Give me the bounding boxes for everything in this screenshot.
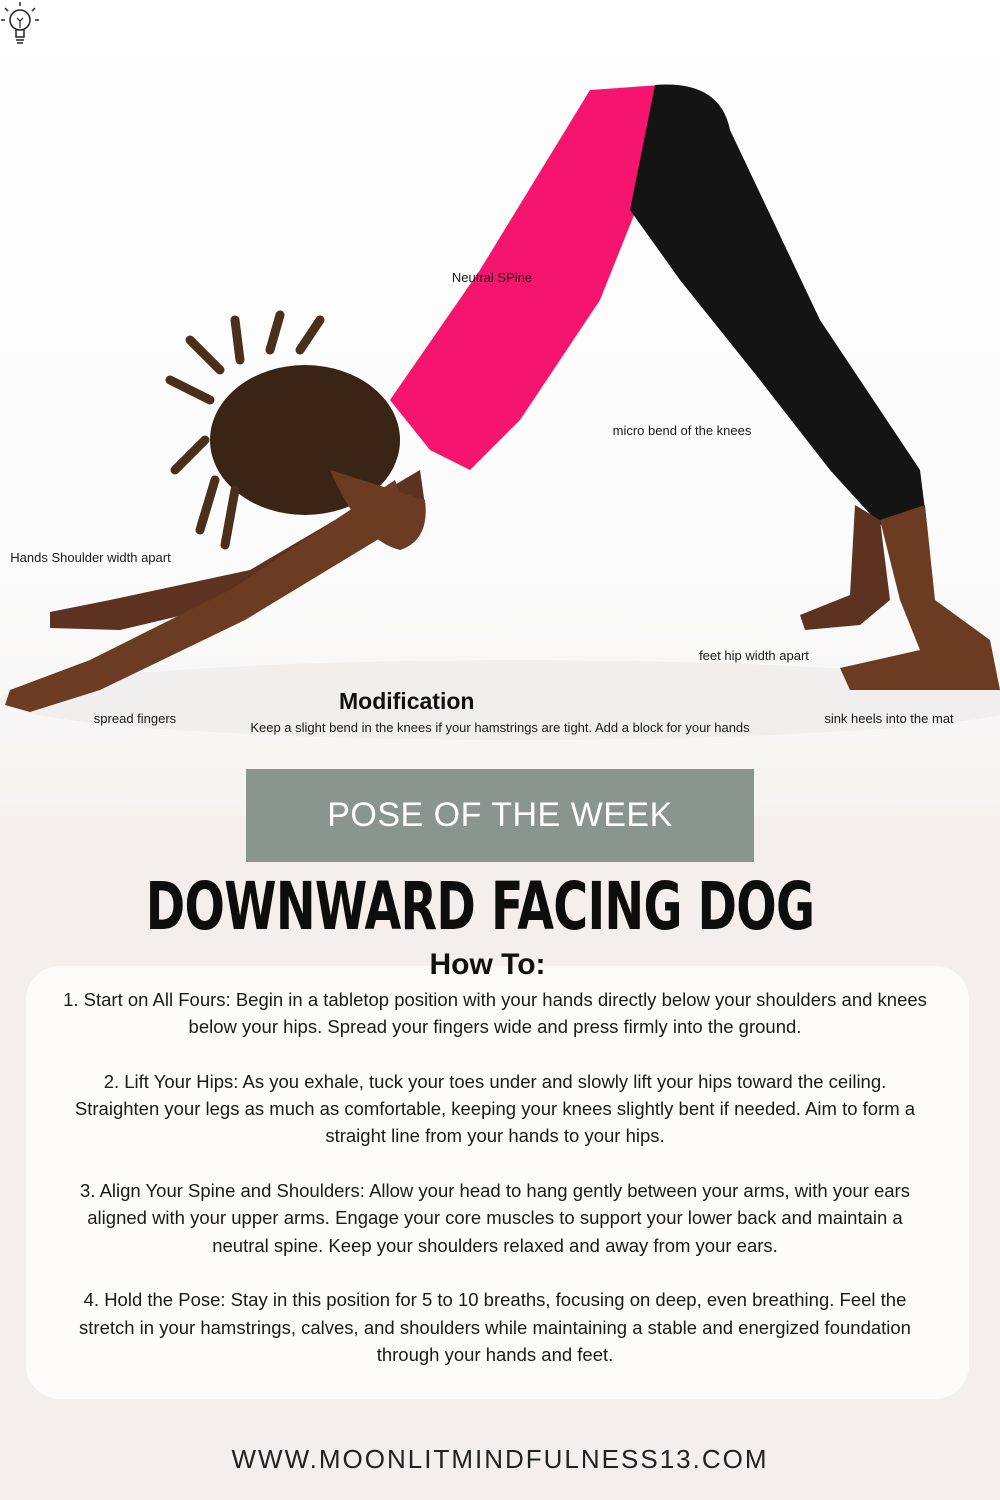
- annotation-micro-bend: micro bend of the knees: [612, 423, 752, 438]
- how-to-heading: How To:: [429, 948, 546, 981]
- pose-title: DOWNWARD FACING DOG: [145, 868, 815, 945]
- annotation-spread-fingers: spread fingers: [93, 711, 177, 726]
- annotation-neutral-spine: Neutral SPine: [451, 270, 533, 285]
- step-4: 4. Hold the Pose: Stay in this position for 5 to 10 breaths, focusing on deep, even breathing. Feel the stretch in your hamstrings, calves, and shoulders while maintaining a stable and energized foundation through your hands and feet.: [79, 1289, 911, 1365]
- annotation-feet-width: feet hip width apart: [699, 648, 809, 663]
- modification-text: Keep a slight bend in the knees if your hamstrings are tight. Add a block for your hands: [250, 720, 750, 735]
- step-3: 3. Align Your Spine and Shoulders: Allow your head to hang gently between your arms, with your ears aligned with your upper arms. Engage your core muscles to support your lower back and maintain a neutral spine. Keep your shoulders relaxed and away from your ears.: [80, 1180, 910, 1256]
- pose-of-the-week-banner: POSE OF THE WEEK: [246, 769, 754, 862]
- step-1: 1. Start on All Fours: Begin in a tabletop position with your hands directly below your shoulders and knees below your hips. Spread your fingers wide and press firmly into the ground.: [63, 989, 927, 1038]
- annotation-sink-heels: sink heels into the mat: [824, 711, 954, 726]
- modification-title: Modification: [339, 688, 475, 714]
- annotation-hands-width: Hands Shoulder width apart: [10, 550, 171, 565]
- step-2: 2. Lift Your Hips: As you exhale, tuck your toes under and slowly lift your hips toward the ceiling. Straighten your legs as much as comfortable, keeping your knees slightly bent if needed. Aim to form a straight line from your hands to your hips.: [74, 1070, 916, 1147]
- lightbulb-icon: [0, 0, 40, 50]
- steps-list: [60, 986, 930, 1395]
- website-url: WWW.MOONLITMINDFULNESS13.COM: [231, 1444, 769, 1474]
